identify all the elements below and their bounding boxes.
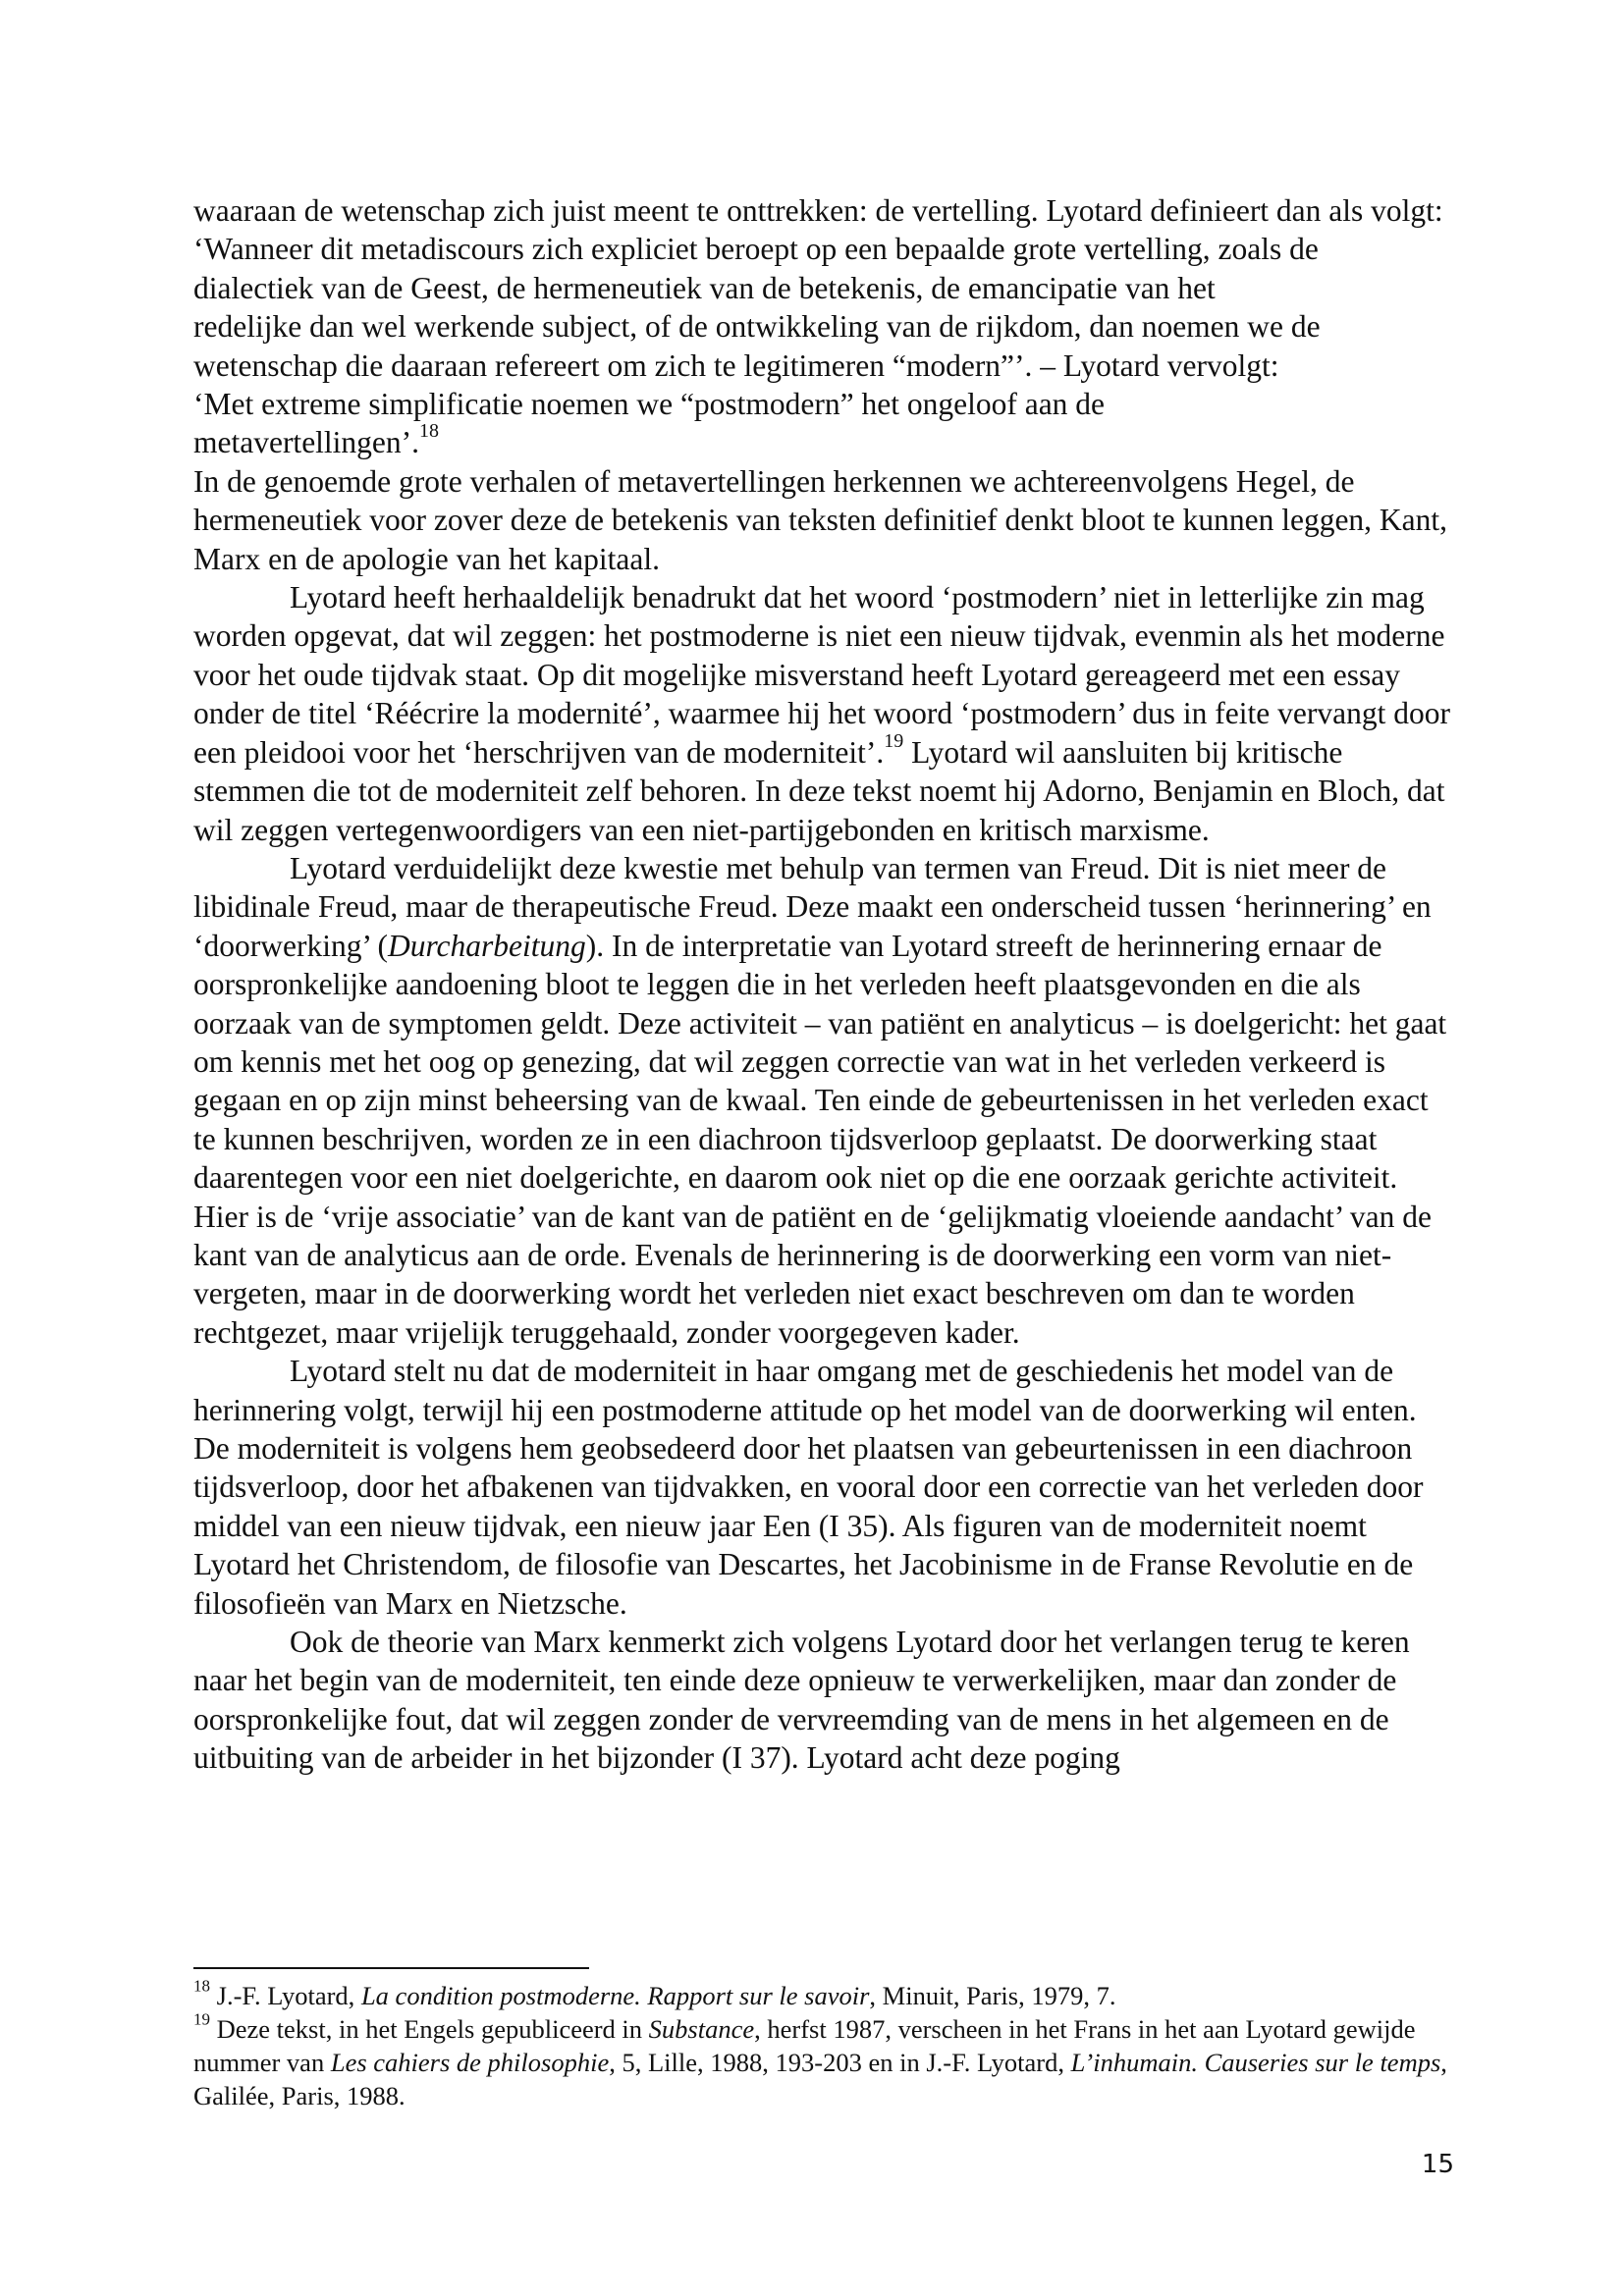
paragraph-3-italic-term: Durcharbeitung [387, 928, 586, 963]
footnotes [193, 1976, 1460, 2112]
paragraph-3-text-b: ). In de interpretatie van Lyotard streeft de herinnering ernaar de oorspronkelijke aandoening bloot te leggen die in het verleden heeft plaatsgevonden en die als oorzaak van de symptomen geldt. Deze activiteit – van patiënt en analyticus – is doelgericht: het gaat om kennis met het oog op genezing, dat wil zeggen correctie van wat in het verleden verkeerd is gegaan en op zijn minst beheersing van de kwaal. Ten einde de gebeurtenissen in het verleden exact te kunnen beschrijven, worden ze in een diachroon tijdsverloop geplaatst. De doorwerking staat daarentegen voor een niet doelgerichte, en daarom ook niet op die ene oorzaak gerichte activiteit. Hier is de ‘vrije associatie’ van de kant van de patiënt en de ‘gelijkmatig vloeiende aandacht’ van de kant van de analyticus aan de orde. Evenals de herinnering is de doorwerking een vorm van niet-vergeten, maar in de doorwerking wordt het verleden niet exact beschreven om dan te worden rechtgezet, maar vrijelijk teruggehaald, zonder voorgegeven kader. [193, 928, 1447, 1350]
footnote-19-text-c: , 5, Lille, 1988, 193-203 en in J.-F. Lyotard, [609, 2048, 1071, 2077]
quote-text: ‘Wanneer dit metadiscours zich expliciet beroept op een bepaalde grote vertelling, zoals de dialectiek van de Geest, de hermeneutiek van de betekenis, de emancipatie van het redelijke dan wel werkende subject, of de ontwikkeling van de rijkdom, dan noemen we de wetenschap die daaraan refereert om zich te legitimeren “modern”’. – Lyotard vervolgt: ‘Met extreme simplificatie noemen we “postmodern” het ongeloof aan de metavertellingen’. [193, 232, 1321, 460]
block-quote [193, 230, 1323, 461]
paragraph-2-text-b: Lyotard wil aansluiten bij kritische stemmen die tot de moderniteit zelf behoren. In deze tekst noemt hij Adorno, Benjamin en Bloch, dat wil zeggen vertegenwoordigers van een niet-partijgebonden en kritisch marxisme. [193, 734, 1445, 847]
intro-text: waaraan de wetenschap zich juist meent te onttrekken: de vertelling. Lyotard definieert dan als volgt: [193, 193, 1443, 228]
footnote-19-number: 19 [193, 2009, 210, 2029]
footnote-19 [193, 2009, 1460, 2112]
intro-paragraph [193, 191, 1455, 230]
page-number: 15 [1421, 2150, 1454, 2179]
footnote-19-title-3: L’inhumain. Causeries sur le temps [1070, 2048, 1441, 2077]
footnote-ref-19[interactable]: 19 [884, 729, 904, 752]
footnote-18-number: 18 [193, 1976, 210, 1996]
footnote-divider [193, 1967, 589, 1969]
paragraph-2 [193, 578, 1455, 849]
paragraph-4-text: Lyotard stelt nu dat de moderniteit in haar omgang met de geschiedenis het model van de herinnering volgt, terwijl hij een postmoderne attitude op het model van de doorwerking wil enten. De moderniteit is volgens hem geobsedeerd door het plaatsen van gebeurtenissen in een diachroon tijdsverloop, door het afbakenen van tijdvakken, en vooral door een correctie van het verleden door middel van een nieuw tijdvak, een nieuw jaar Een (I 35). Als figuren van de moderniteit noemt Lyotard het Christendom, de filosofie van Descartes, het Jacobinisme in de Franse Revolutie en de filosofieën van Marx en Nietzsche. [193, 1354, 1424, 1621]
paragraph-4 [193, 1352, 1455, 1623]
paragraph-2-text-a: Lyotard heeft herhaaldelijk benadrukt dat het woord ‘postmodern’ niet in letterlijke zin mag worden opgevat, dat wil zeggen: het postmoderne is niet een nieuw tijdvak, evenmin als het moderne voor het oude tijdvak staat. Op dit mogelijke misverstand heeft Lyotard gereageerd met een essay onder de titel ‘Réécrire la modernité’, waarmee hij het woord ‘postmodern’ dus in feite vervangt door een pleidooi voor het ‘herschrijven van de moderniteit’. [193, 580, 1450, 770]
paragraph-3-text-a: Lyotard verduidelijkt deze kwestie met behulp van termen van Freud. Dit is niet meer de libidinale Freud, maar de therapeutische Freud. Deze maakt een onderscheid tussen ‘herinnering’ en ‘doorwerking’ ( [193, 850, 1432, 963]
footnote-18-title: La condition postmoderne. Rapport sur le savoir [360, 1981, 870, 2010]
footnote-19-title-1: Substance [648, 2014, 755, 2044]
footnote-19-text-d: , Galilée, Paris, 1988. [193, 2048, 1447, 2110]
footnote-18-text-a: J.-F. Lyotard, [210, 1981, 361, 2010]
footnote-18 [193, 1976, 1460, 2012]
body-text [193, 191, 1455, 1778]
paragraph-1-text: In de genoemde grote verhalen of metavertellingen herkennen we achtereenvolgens Hegel, de hermeneutiek voor zover deze de betekenis van teksten definitief denkt bloot te kunnen leggen, Kant, Marx en de apologie van het kapitaal. [193, 463, 1448, 576]
paragraph-5 [193, 1623, 1455, 1778]
footnote-19-text-b: , herfst 1987, verscheen in het Frans in het aan Lyotard gewijde nummer van [193, 2014, 1416, 2077]
footnote-18-text-b: , Minuit, Paris, 1979, 7. [869, 1981, 1116, 2010]
paragraph-1 [193, 462, 1455, 578]
footnote-ref-18[interactable]: 18 [419, 420, 440, 443]
footnote-19-text-a: Deze tekst, in het Engels gepubliceerd in [210, 2014, 649, 2044]
footnote-19-title-2: Les cahiers de philosophie [330, 2048, 610, 2077]
paragraph-5-text: Ook de theorie van Marx kenmerkt zich volgens Lyotard door het verlangen terug te keren naar het begin van de moderniteit, ten einde deze opnieuw te verwerkelijken, maar dan zonder de oorspronkelijke fout, dat wil zeggen zonder de vervreemding van de mens in het algemeen en de uitbuiting van de arbeider in het bijzonder (I 37). Lyotard acht deze poging [193, 1625, 1410, 1776]
paragraph-3 [193, 849, 1455, 1352]
